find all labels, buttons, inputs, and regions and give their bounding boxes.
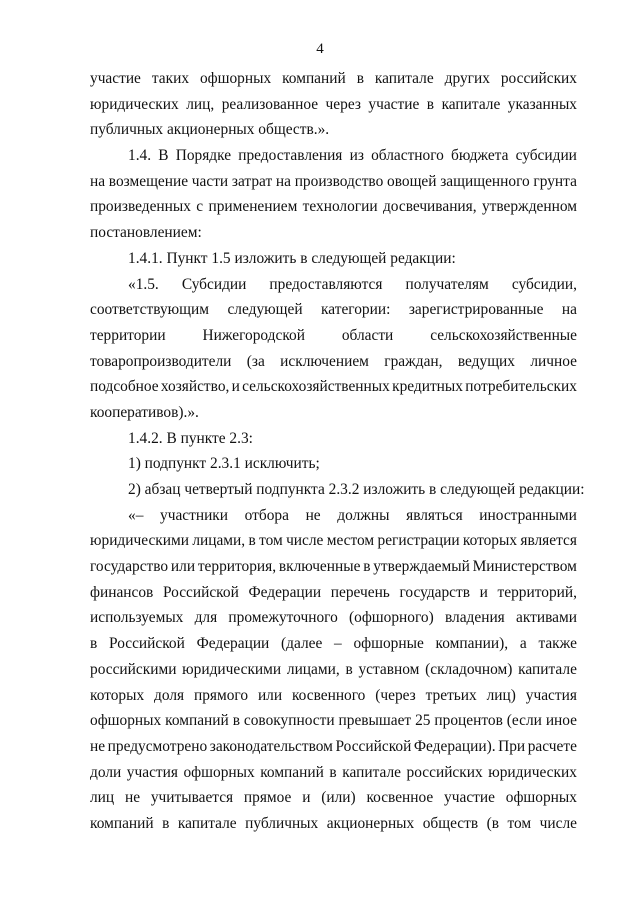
text-line: юридических лиц, реализованное через участие в капитале указанных	[90, 95, 577, 113]
text-line: которых доля прямого или косвенного (через третьих лиц) участия	[90, 686, 577, 704]
text-line: компаний в капитале публичных акционерных обществ (в том числе	[90, 814, 577, 832]
text-line: территории Нижегородской области сельскохозяйственные	[90, 326, 577, 344]
text-line: товаропроизводители (за исключением граждан, ведущих личное	[90, 352, 577, 370]
page-number: 4	[316, 41, 324, 57]
text-line: 1.4.1. Пункт 1.5 изложить в следующей редакции:	[128, 249, 456, 267]
text-line: не предусмотрено законодательством Российской Федерации). При расчете	[90, 737, 577, 755]
text-line: соответствующим следующей категории: зарегистрированные на	[90, 301, 577, 319]
text-line: используемых для промежуточного (офшорного) владения активами	[90, 609, 577, 627]
text-line: в Российской Федерации (далее – офшорные компании), а также	[90, 635, 577, 653]
text-line: постановлением:	[90, 224, 202, 242]
text-line: участие таких офшорных компаний в капитале других российских	[90, 70, 577, 87]
text-line: «– участники отбора не должны являться иностранными	[128, 506, 577, 524]
text-line: финансов Российской Федерации перечень государств и территорий,	[90, 583, 577, 601]
text-line: публичных акционерных обществ.».	[90, 121, 330, 139]
document-body	[90, 66, 585, 837]
text-line: офшорных компаний в совокупности превышает 25 процентов (если иное	[90, 712, 577, 730]
text-line: кооперативов).».	[90, 403, 199, 421]
text-line: лиц не учитывается прямое и (или) косвенное участие офшорных	[90, 789, 577, 807]
text-line: доли участия офшорных компаний в капитале российских юридических	[90, 763, 577, 781]
text-line: 2) абзац четвертый подпункта 2.3.2 изложить в следующей редакции:	[128, 481, 585, 498]
text-line: юридическими лицами, в том числе местом регистрации которых является	[90, 532, 577, 550]
text-line: 1.4. В Порядке предоставления из областного бюджета субсидии	[128, 147, 577, 165]
text-line: российскими юридическими лицами, в уставном (складочном) капитале	[90, 660, 577, 678]
text-line: подсобное хозяйство, и сельскохозяйственных кредитных потребительских	[90, 378, 577, 396]
text-line: государство или территория, включенные в утверждаемый Министерством	[90, 558, 577, 576]
text-line: на возмещение части затрат на производство овощей защищенного грунта	[90, 172, 577, 190]
text-line: 1) подпункт 2.3.1 исключить;	[128, 455, 320, 473]
text-line: «1.5. Субсидии предоставляются получателям субсидии,	[128, 275, 577, 293]
text-line: произведенных с применением технологии досвечивания, утвержденном	[90, 198, 577, 216]
text-line: 1.4.2. В пункте 2.3:	[128, 429, 253, 447]
